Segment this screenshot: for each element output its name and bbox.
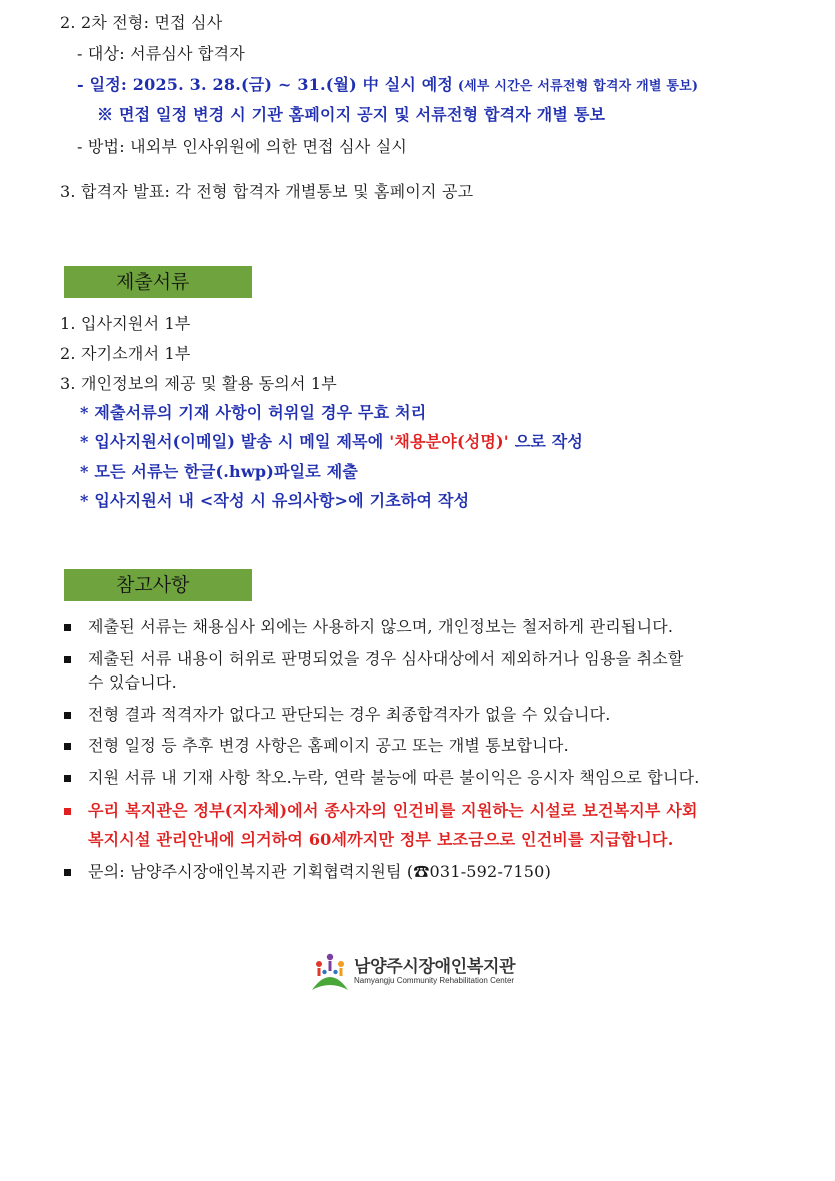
bullet-marker — [64, 808, 71, 815]
bullet-marker — [64, 712, 71, 719]
reference-item-3: 전형 결과 적격자가 없다고 판단되는 경우 최종합격자가 없을 수 있습니다. — [88, 705, 611, 724]
bullet-marker — [64, 743, 71, 750]
center-logo — [310, 950, 530, 994]
document-item-3: 3. 개인정보의 제공 및 활용 동의서 1부 — [60, 374, 337, 393]
schedule-note: (세부 시간은 서류전형 합격자 개별 통보) — [453, 79, 699, 94]
reference-item-1: 제출된 서류는 채용심사 외에는 사용하지 않으며, 개인정보는 철저하게 관리됩니다. — [88, 617, 674, 636]
document-note-2 — [80, 432, 583, 452]
note2-part-a: * 입사지원서(이메일) 발송 시 메일 제목에 — [80, 432, 390, 451]
bullet-marker — [64, 624, 71, 631]
people-arch-logo-icon — [310, 950, 350, 994]
reference-item-5: 지원 서류 내 기재 사항 착오.누락, 연락 불능에 따른 불이익은 응시자 책임으로 합니다. — [88, 768, 700, 787]
document-note-4: * 입사지원서 내 <작성 시 유의사항>에 기초하여 작성 — [80, 491, 470, 510]
reference-item-2-line-2: 수 있습니다. — [88, 673, 177, 692]
reference-item-2-line-1: 제출된 서류 내용이 허위로 판명되었을 경우 심사대상에서 제외하거나 임용을 취소할 — [88, 649, 684, 668]
documents-header: 제출서류 — [64, 266, 252, 298]
schedule-main: - 일정: 2025. 3. 28.(금) ~ 31.(월) 中 실시 예정 — [77, 75, 454, 94]
reference-item-7: 문의: 남양주시장애인복지관 기획협력지원팀 (☎031-592-7150) — [88, 862, 552, 881]
bullet-marker — [64, 656, 71, 663]
document-item-1: 1. 입사지원서 1부 — [60, 314, 191, 333]
document-note-1: * 제출서류의 기재 사항이 허위일 경우 무효 처리 — [80, 403, 427, 422]
reference-header: 참고사항 — [64, 569, 252, 601]
section-2-title: 2. 2차 전형: 면접 심사 — [60, 13, 223, 32]
section-2-target: - 대상: 서류심사 합격자 — [77, 44, 245, 63]
logo-subtitle: Namyangju Community Rehabilitation Center — [354, 976, 515, 985]
section-2-method: - 방법: 내외부 인사위원에 의한 면접 심사 실시 — [77, 137, 408, 156]
document-item-2: 2. 자기소개서 1부 — [60, 344, 191, 363]
schedule-notice: ※ 면접 일정 변경 시 기관 홈페이지 공지 및 서류전형 합격자 개별 통보 — [97, 105, 606, 124]
note2-part-c: 으로 작성 — [508, 432, 584, 451]
reference-item-6-line-2: 복지시설 관리안내에 의거하여 60세까지만 정부 보조금으로 인건비를 지급합니다. — [88, 830, 674, 849]
reference-item-4: 전형 일정 등 추후 변경 사항은 홈페이지 공고 또는 개별 통보합니다. — [88, 736, 569, 755]
section-2-schedule — [77, 75, 698, 97]
bullet-marker — [64, 775, 71, 782]
document-note-3: * 모든 서류는 한글(.hwp)파일로 제출 — [80, 462, 359, 481]
section-3-title: 3. 합격자 발표: 각 전형 합격자 개별통보 및 홈페이지 공고 — [60, 182, 474, 201]
note2-emphasis: '채용분야(성명)' — [389, 432, 509, 451]
logo-title: 남양주시장애인복지관 — [354, 957, 516, 977]
bullet-marker — [64, 869, 71, 876]
reference-item-6-line-1: 우리 복지관은 정부(지자체)에서 종사자의 인건비를 지원하는 시설로 보건복지부 사회 — [88, 801, 698, 820]
